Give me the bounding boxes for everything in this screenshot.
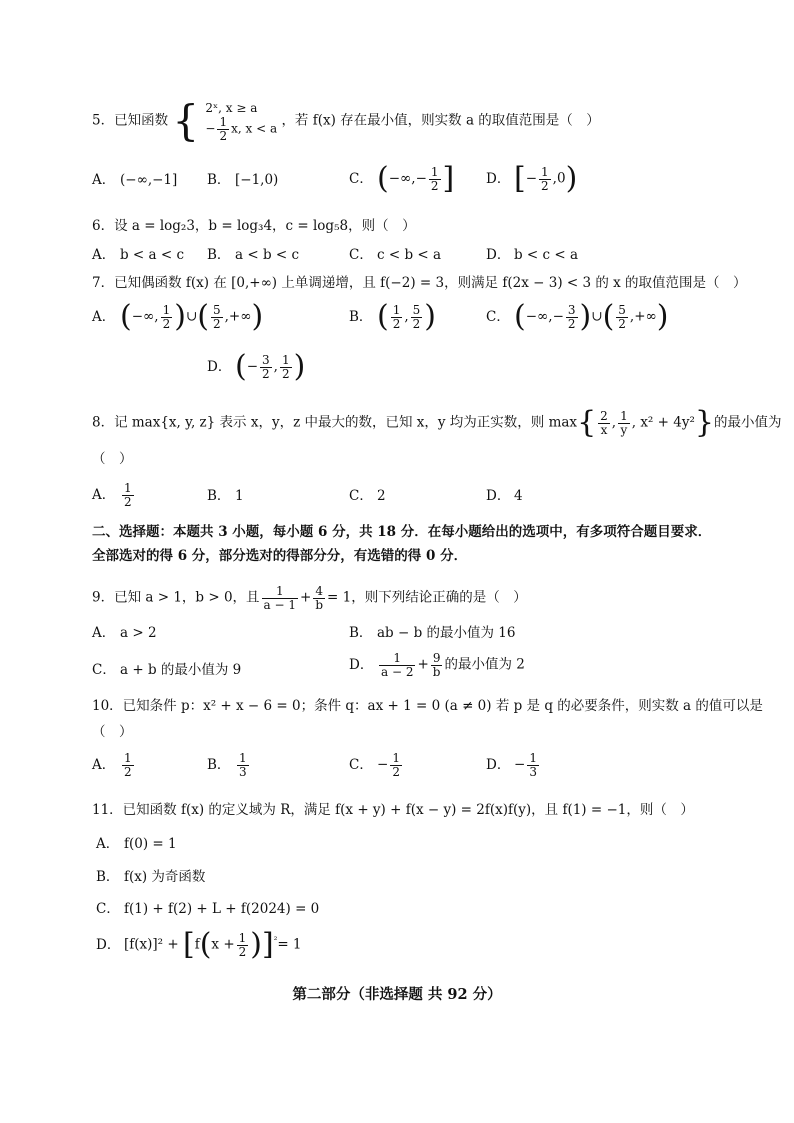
q8-option-d: D． 4 [486, 488, 523, 504]
q11-option-b: B． f(x) 为奇函数 [96, 869, 206, 885]
q5-option-a: A． (−∞,−1] [92, 172, 178, 188]
question-10: 10．已知条件 p：x² + x − 6 = 0；条件 q：ax + 1 = 0 (a ≠ 0) 若 p 是 q 的必要条件，则实数 a 的值可以是 [92, 698, 763, 714]
question-9: 9．已知 a > 1，b > 0，且 $\frac{1}{a - 1}$ + $\frac{4}{b}$ = 1，则下列结论正确的是（ ） [92, 584, 527, 612]
q8-option-c: C． 2 [349, 488, 386, 504]
q5-suffix: ，若 f(x) 存在最小值，则实数 a 的取值范围是（ ） [281, 112, 600, 129]
q9-option-c: C． a + b 的最小值为 9 [92, 662, 242, 678]
q11-option-d: D． [f(x)]² + [f(x + $\frac{1}{2}$ )]$^{^2}$= 1 [96, 927, 302, 962]
part-2-heading: 第二部分（非选择题 共 92 分） [292, 986, 502, 1003]
question-8: 8．记 max{x, y, z} 表示 x，y，z 中最大的数，已知 x，y 均为正实数，则 max{ $\frac{2}{x}$ , $\frac{1}{y}$ , x² + 4y²}的最小值为 [92, 405, 782, 440]
q10-option-c: C． − $\frac{1}{2}$ [349, 751, 400, 779]
q8-option-a: A． $\frac{1}{2}$ [92, 481, 132, 509]
q8-prefix: 8．记 max{x, y, z} 表示 x，y，z 中最大的数，已知 x，y 均为正实数，则 max [92, 414, 578, 431]
question-7: 7．已知偶函数 f(x) 在 [0,+∞) 上单调递增，且 f(−2) = 3，则满足 f(2x − 3) < 3 的 x 的取值范围是（ ） [92, 275, 747, 291]
q11-option-a: A． f(0) = 1 [96, 836, 177, 852]
q10-option-d: D． − $\frac{1}{3}$ [486, 751, 537, 779]
q7-options [92, 299, 712, 392]
q6-option-d: D． b < c < a [486, 247, 579, 263]
q9-options [92, 625, 712, 685]
q6-option-c: C． c < b < a [349, 247, 442, 263]
q5-prefix: 5．已知函数 [92, 112, 169, 129]
q8-answer-paren: （ ） [92, 451, 133, 467]
q9-option-d: D． $\frac{1}{a - 2}$ + $\frac{9}{b}$ 的最小值为 2 [349, 651, 525, 679]
q9-option-b: B． ab − b 的最小值为 16 [349, 625, 516, 641]
q6-option-b: B． a < b < c [207, 247, 300, 263]
q10-options [92, 752, 712, 792]
q9-option-a: A． a > 2 [92, 625, 157, 641]
q5-option-d: D． [− $\frac{1}{2}$ ,0) [486, 161, 578, 196]
q10-option-b: B． $\frac{1}{3}$ [207, 751, 247, 779]
q5-options [92, 161, 712, 202]
q8-option-b: B． 1 [207, 488, 244, 504]
section-2-instructions: 二、选择题：本题共 3 小题，每小题 6 分，共 18 分．在每小题给出的选项中，有多项符合题目要求．全部选对的得 6 分，部分选对的得部分分，有选错的得 0 分． [92, 524, 712, 564]
q6-options [92, 247, 712, 267]
q7-option-c: C． (−∞,− $\frac{3}{2}$ )∪( $\frac{5}{2}$ ,+∞) [486, 299, 669, 334]
question-5 [92, 96, 600, 146]
q6-option-a: A． b < a < c [92, 247, 185, 263]
q10-answer-paren: （ ） [92, 724, 133, 740]
q5-piecewise [205, 100, 277, 142]
q5-piece1: 2ˣ, x ≥ a [205, 101, 258, 115]
question-11: 11．已知函数 f(x) 的定义域为 R，满足 f(x + y) + f(x − y) = 2f(x)f(y)，且 f(1) = −1，则（ ） [92, 802, 694, 818]
q8-suffix: 的最小值为 [713, 414, 782, 431]
q7-option-a: A． (−∞, $\frac{1}{2}$ )∪( $\frac{5}{2}$ ,+∞) [92, 299, 264, 334]
q10-option-a: A． $\frac{1}{2}$ [92, 751, 132, 779]
q5-option-c: C． (−∞,− $\frac{1}{2}$ ] [349, 161, 455, 196]
q5-brace: { [172, 96, 200, 146]
q8-options [92, 482, 712, 512]
q7-option-b: B． ( $\frac{1}{2}$ , $\frac{5}{2}$ ) [349, 299, 437, 334]
question-6: 6．设 a = log₂3，b = log₃4，c = log₅8，则（ ） [92, 218, 416, 234]
q5-piece2: − $\frac{1}{2}$ x, x < a [205, 115, 278, 143]
q7-option-d: D． (− $\frac{3}{2}$ , $\frac{1}{2}$ ) [207, 349, 306, 384]
q11-option-c: C． f(1) + f(2) + L + f(2024) = 0 [96, 901, 320, 917]
q5-option-b: B． [−1,0) [207, 172, 279, 188]
